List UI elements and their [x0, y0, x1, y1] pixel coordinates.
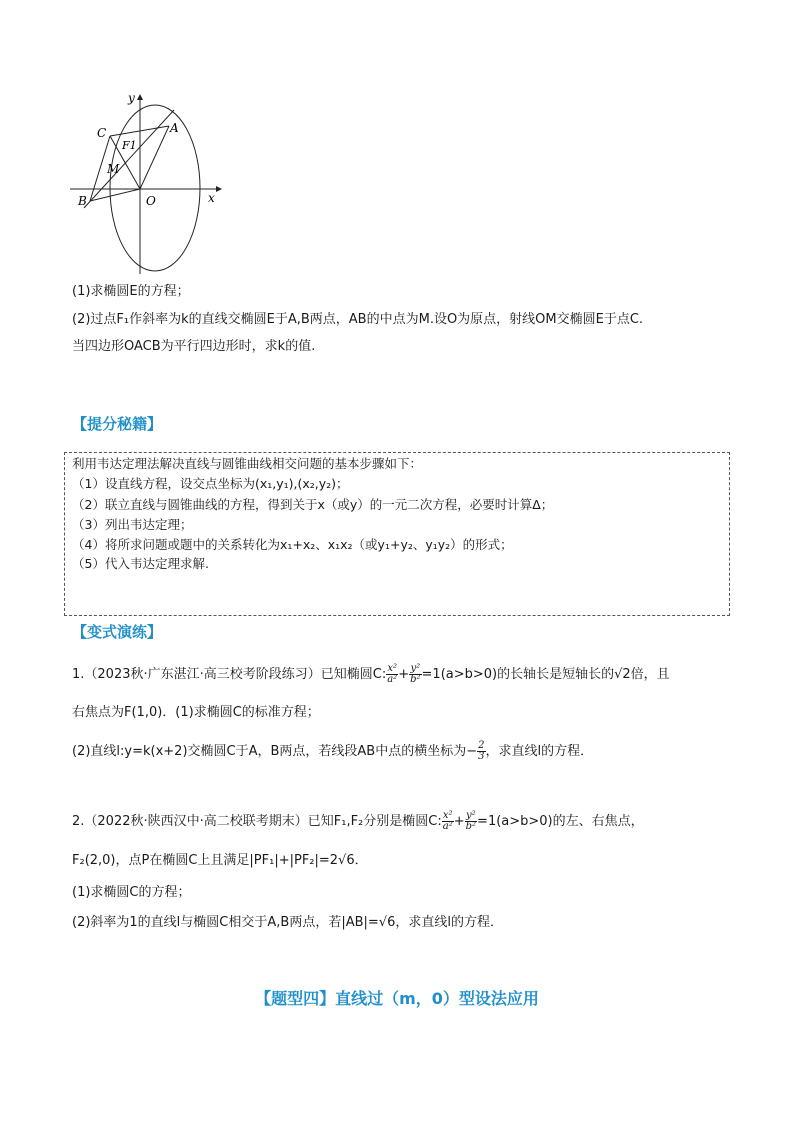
problem-1-q2-suffix: ，求直线l的方程． [485, 744, 594, 759]
plus-sign: + [453, 814, 465, 829]
ellipse-figure [66, 88, 226, 278]
problem-2-question-2: (2)斜率为1的直线l与椭圆C相交于A,B两点，若|AB|=√6，求直线l的方程． [72, 915, 503, 930]
tips-step-2: （2）联立直线与圆锥曲线的方程，得到关于x（或y）的一元二次方程，必要时计算Δ； [72, 497, 554, 512]
problem-1-line-3 [72, 741, 593, 762]
problem-2-prefix: 2.（2022秋·陕西汉中·高二校联考期末）已知F₁,F₂分别是椭圆C: [72, 814, 442, 829]
fraction-denominator: a² [442, 821, 453, 832]
fraction-denominator: b² [465, 821, 477, 832]
x-axis-arrow [216, 186, 222, 192]
fraction-denominator: 3 [478, 751, 485, 762]
fraction-numerator: y² [466, 810, 476, 821]
fraction-numerator: y² [410, 663, 421, 674]
label-f1: F1 [122, 139, 137, 152]
example-question-2-line-2: 当四边形OACB为平行四边形时，求k的值. [72, 339, 316, 354]
fraction-denominator: b² [410, 674, 421, 685]
plus-sign: + [398, 667, 410, 682]
practice-heading: 【变式演练】 [72, 623, 163, 641]
fraction-numerator: 2 [478, 740, 485, 751]
segment-oa [140, 126, 169, 189]
fraction-y2-b2 [465, 811, 477, 832]
ellipse-e [110, 105, 200, 271]
problem-2-line-1 [72, 811, 644, 832]
label-c: C [97, 126, 107, 140]
tips-step-3: （3）列出韦达定理； [72, 517, 193, 532]
tips-step-1: （1）设直线方程，设交点坐标为(x₁,y₁),(x₂,y₂)； [72, 476, 349, 491]
fraction-x2-a2 [442, 811, 454, 832]
example-question-1: (1)求椭圆E的方程； [72, 284, 190, 299]
fraction-two-thirds [477, 741, 485, 762]
label-m: M [107, 162, 120, 176]
tips-step-5: （5）代入韦达定理求解. [72, 556, 209, 571]
problem-1-equation: =1(a>b>0)的长轴长是短轴长的√2倍，且 [421, 667, 670, 682]
y-axis-arrow [137, 94, 143, 100]
tips-heading: 【提分秘籍】 [72, 415, 163, 433]
fraction-denominator: a² [387, 674, 398, 685]
segment-ob [90, 189, 140, 201]
problem-1-q2-text: (2)直线l:y=k(x+2)交椭圆C于A，B两点，若线段AB中点的横坐标为− [72, 744, 478, 759]
problem-2-line-2: F₂(2,0)，点P在椭圆C上且满足|PF₁|+|PF₂|=2√6． [72, 853, 368, 868]
label-o: O [146, 194, 156, 208]
label-a: A [170, 121, 179, 135]
fraction-numerator: x² [442, 810, 453, 821]
problem-1-line-1 [72, 664, 670, 685]
fraction-numerator: x² [387, 663, 398, 674]
label-b: B [78, 194, 87, 208]
fraction-y2-b2 [409, 664, 421, 685]
label-y: y [128, 91, 135, 105]
example-question-2-line-1: (2)过点F₁作斜率为k的直线交椭圆E于A,B两点，AB的中点为M.设O为原点，射线OM交椭圆E于点C. [72, 312, 644, 327]
problem-1-prefix: 1.（2023秋·广东湛江·高三校考阶段练习）已知椭圆C: [72, 667, 387, 682]
tips-intro: 利用韦达定理法解决直线与圆锥曲线相交问题的基本步骤如下： [72, 456, 423, 471]
tips-step-4: （4）将所求问题或题中的关系转化为x₁+x₂、x₁x₂（或y₁+y₂、y₁y₂）的形式； [72, 537, 513, 552]
problem-2-equation: =1(a>b>0)的左、右焦点， [477, 814, 644, 829]
topic-heading: 【题型四】直线过（m，0）型设法应用 [255, 989, 539, 1008]
fraction-x2-a2 [386, 664, 398, 685]
problem-2-question-1: (1)求椭圆C的方程； [72, 885, 191, 900]
label-x: x [208, 191, 215, 205]
problem-1-line-2: 右焦点为F(1,0)．(1)求椭圆C的标准方程； [72, 705, 320, 720]
line-ab [84, 110, 174, 208]
